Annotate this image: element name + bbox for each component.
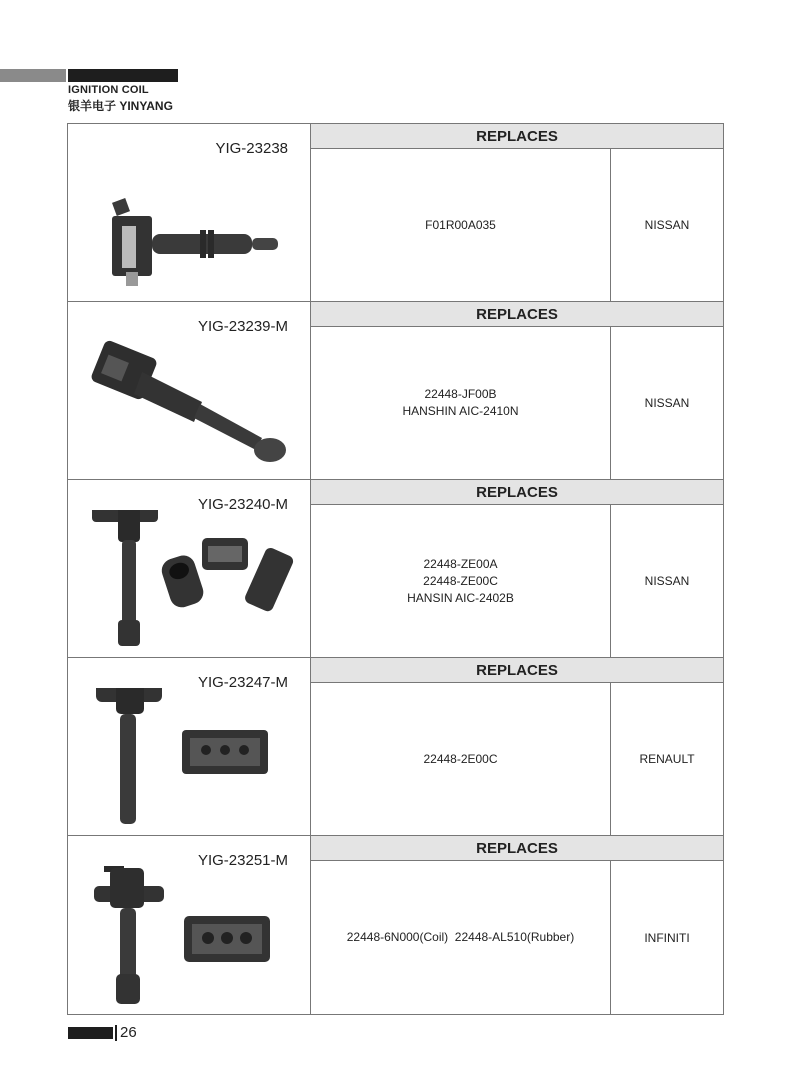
header-bar-black	[68, 69, 178, 82]
model-number: YIG-23240-M	[197, 496, 288, 513]
oem-number: 22448-ZE00A	[423, 556, 498, 571]
vehicle-make: NISSAN	[644, 218, 690, 232]
oem-numbers	[311, 683, 611, 835]
vehicle-make: RENAULT	[639, 752, 695, 766]
catalog-table	[67, 123, 724, 1015]
oem-number: 22448-2E00C	[423, 751, 498, 766]
ignition-coil-image	[82, 510, 302, 650]
section-title: IGNITION COIL	[68, 84, 149, 96]
oem-numbers	[311, 149, 611, 301]
page-number: 26	[120, 1024, 137, 1041]
oem-number: 22448-ZE00C	[423, 573, 498, 588]
oem-number: HANSIN AIC-2402B	[407, 590, 514, 605]
catalog-entry	[68, 480, 723, 658]
vehicle-make: NISSAN	[644, 396, 690, 410]
header-bar-gray	[0, 69, 66, 82]
model-number: YIG-23239-M	[197, 318, 288, 335]
ignition-coil-image	[82, 154, 302, 294]
photo-cell	[68, 124, 311, 301]
oem-numbers	[311, 861, 611, 1014]
oem-numbers	[311, 505, 611, 657]
model-number: YIG-23251-M	[197, 852, 288, 869]
oem-number: HANSHIN AIC-2410N	[402, 404, 519, 418]
footer-bar	[68, 1027, 113, 1039]
catalog-entry	[68, 658, 723, 836]
oem-number: F01R00A035	[425, 217, 496, 232]
photo-cell	[68, 836, 311, 1014]
replaces-header: REPLACES	[311, 480, 723, 505]
vehicle-make: INFINITI	[644, 930, 690, 945]
oem-number: 22448-6N000(Coil) 22448-AL510(Rubber)	[346, 930, 575, 944]
catalog-entry	[68, 124, 723, 302]
catalog-entry	[68, 836, 723, 1014]
catalog-entry	[68, 302, 723, 480]
model-number: YIG-23247-M	[197, 674, 288, 691]
ignition-coil-image	[82, 688, 302, 828]
replaces-header: REPLACES	[311, 836, 723, 861]
vehicle-make: NISSAN	[644, 574, 690, 588]
oem-number: 22448-JF00B	[424, 387, 497, 401]
brand-title: 银羊电子 YINYANG	[68, 99, 173, 113]
replaces-header: REPLACES	[311, 658, 723, 683]
photo-cell	[68, 480, 311, 657]
footer-separator	[115, 1025, 117, 1041]
ignition-coil-image	[82, 332, 302, 472]
replaces-header: REPLACES	[311, 124, 723, 149]
photo-cell	[68, 658, 311, 835]
ignition-coil-image	[82, 866, 302, 1006]
model-number: YIG-23238	[215, 140, 288, 157]
replaces-header: REPLACES	[311, 302, 723, 327]
photo-cell	[68, 302, 311, 479]
oem-numbers	[311, 327, 611, 479]
